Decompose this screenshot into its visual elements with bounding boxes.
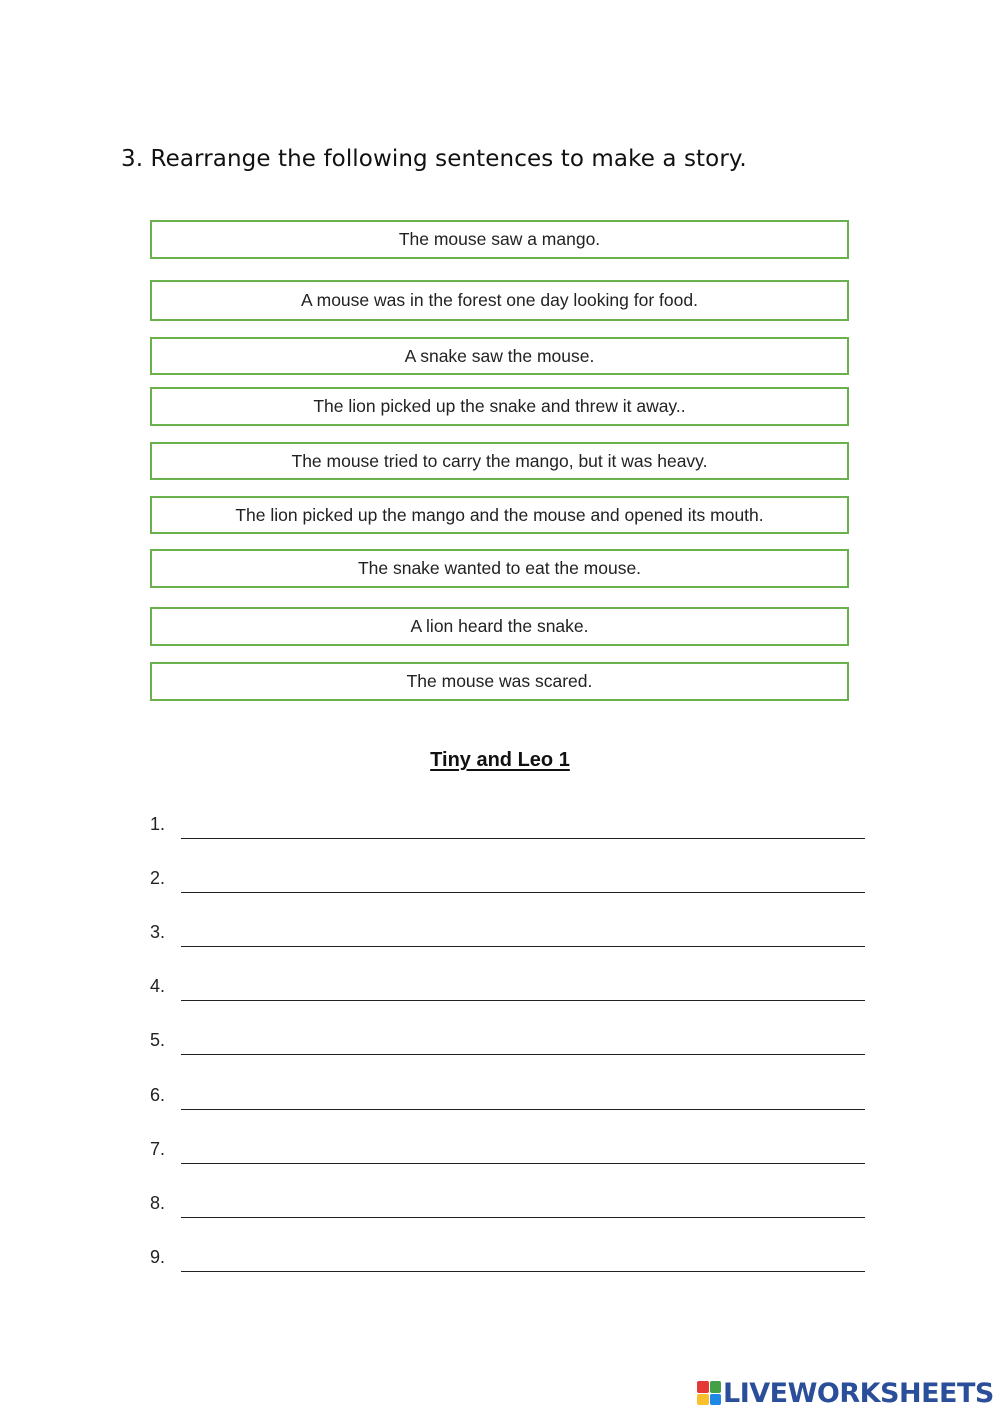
logo-text: LIVEWORKSHEETS <box>723 1377 994 1409</box>
answer-field[interactable] <box>181 1109 865 1110</box>
liveworksheets-logo <box>697 1378 994 1408</box>
sentence-box[interactable] <box>150 662 849 701</box>
sentence-box[interactable] <box>150 607 849 646</box>
answer-row <box>150 971 865 1001</box>
story-title-text: Tiny and Leo 1 <box>430 749 570 771</box>
answer-row <box>150 809 865 839</box>
answer-number: 5. <box>150 1030 166 1050</box>
sentence-text: The mouse saw a mango. <box>398 229 601 249</box>
answer-row <box>150 1025 865 1055</box>
answer-row <box>150 1134 865 1164</box>
sentence-text: A snake saw the mouse. <box>404 345 595 366</box>
answer-field[interactable] <box>181 1054 865 1055</box>
sentence-box[interactable] <box>150 496 849 534</box>
answer-field[interactable] <box>181 1217 865 1218</box>
answer-field[interactable] <box>181 1271 865 1272</box>
answer-field[interactable] <box>181 946 865 947</box>
answer-row <box>150 863 865 893</box>
answer-row <box>150 1242 865 1272</box>
answer-number: 4. <box>150 976 166 996</box>
answer-row <box>150 1188 865 1218</box>
answer-field[interactable] <box>181 1163 865 1164</box>
sentence-box[interactable] <box>150 280 849 321</box>
answer-number: 6. <box>150 1085 166 1105</box>
answer-row <box>150 917 865 947</box>
answer-number: 8. <box>150 1193 166 1213</box>
sentence-text: A mouse was in the forest one day looking for food. <box>301 290 698 310</box>
sentence-text: A lion heard the snake. <box>410 616 589 636</box>
answer-field[interactable] <box>181 1000 865 1001</box>
sentence-box[interactable] <box>150 549 849 588</box>
sentence-text: The lion picked up the snake and threw it away.. <box>313 396 686 416</box>
answer-number: 3. <box>150 922 166 942</box>
sentence-box[interactable] <box>150 442 849 480</box>
answer-row <box>150 1080 865 1110</box>
answer-number: 2. <box>150 868 166 888</box>
instruction-heading: 3. Rearrange the following sentences to make a story. <box>121 146 747 172</box>
sentence-text: The lion picked up the mango and the mouse and opened its mouth. <box>235 504 764 525</box>
sentence-box[interactable] <box>150 387 849 426</box>
answer-number: 7. <box>150 1139 166 1159</box>
sentence-box[interactable] <box>150 337 849 375</box>
answer-number: 9. <box>150 1247 166 1267</box>
answer-field[interactable] <box>181 838 865 839</box>
sentence-text: The mouse tried to carry the mango, but it was heavy. <box>291 450 708 471</box>
story-title <box>0 749 1000 772</box>
sentence-box[interactable] <box>150 220 849 259</box>
answer-field[interactable] <box>181 892 865 893</box>
liveworksheets-logo-icon <box>697 1381 721 1405</box>
sentence-text: The mouse was scared. <box>406 671 593 691</box>
answer-number: 1. <box>150 814 166 834</box>
sentence-text: The snake wanted to eat the mouse. <box>357 558 642 578</box>
